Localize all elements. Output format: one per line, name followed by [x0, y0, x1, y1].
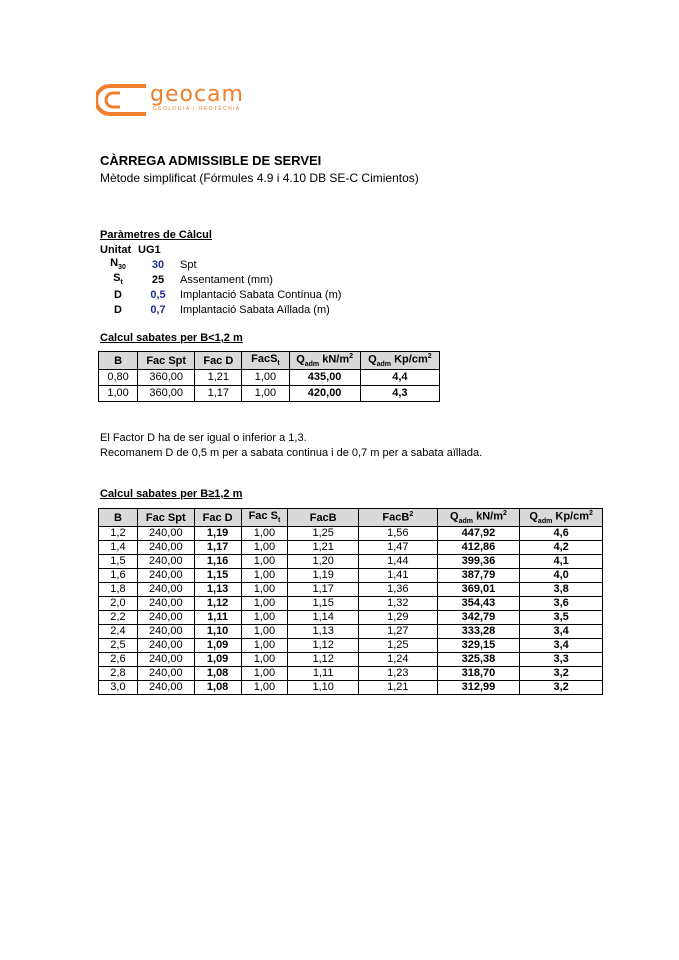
param-symbol: $S_t$ [113, 272, 123, 287]
company-logo [96, 84, 276, 118]
table-cell: 3,2 [520, 681, 603, 695]
table2 [98, 508, 603, 695]
table-cell: 1,4 [99, 541, 138, 555]
param-row [100, 272, 341, 287]
table1-heading: Calcul sabates per B<1,2 m [100, 332, 243, 344]
table-cell: 1,14 [288, 611, 359, 625]
param-desc: Assentament (mm) [180, 273, 273, 286]
param-value: 0,5 [150, 288, 166, 301]
table-cell: 240,00 [137, 639, 194, 653]
table-row [99, 386, 440, 402]
logo-mark-icon [96, 84, 148, 116]
table-cell: 240,00 [137, 583, 194, 597]
table-cell: 1,00 [241, 597, 288, 611]
table-cell: 1,10 [288, 681, 359, 695]
table-cell: 360,00 [138, 370, 195, 386]
col-fac-spt: Fac Spt [138, 352, 195, 370]
table-cell: 1,6 [99, 569, 138, 583]
col-fac-d: Fac D [195, 352, 242, 370]
table-cell: 1,27 [359, 625, 438, 639]
page-title: CÀRREGA ADMISSIBLE DE SERVEI [100, 153, 322, 168]
table-cell: 240,00 [137, 597, 194, 611]
table-cell: 1,00 [99, 386, 138, 402]
logo-tagline: GEOLOGIA | GEOTÈCNIA [153, 106, 241, 112]
table-cell: 3,8 [520, 583, 603, 597]
table-cell: 1,17 [288, 583, 359, 597]
table-cell: 435,00 [289, 370, 360, 386]
table-cell: 4,1 [520, 555, 603, 569]
table-cell: 1,15 [288, 597, 359, 611]
table-cell: 447,92 [437, 527, 520, 541]
table-cell: 412,86 [437, 541, 520, 555]
table-cell: 399,36 [437, 555, 520, 569]
table-cell: 3,3 [520, 653, 603, 667]
table1 [98, 351, 440, 402]
param-row [100, 287, 341, 302]
col-qadm-kn: $Q_{adm}$ $kN/m^2$ [289, 352, 360, 370]
table-cell: 1,23 [359, 667, 438, 681]
param-desc: Implantació Sabata Aïllada (m) [180, 303, 330, 316]
table-cell: 1,09 [194, 653, 241, 667]
table-cell: 1,21 [359, 681, 438, 695]
table-cell: 329,15 [437, 639, 520, 653]
table-cell: 1,00 [241, 625, 288, 639]
col-b: B [99, 352, 138, 370]
table-cell: 1,11 [288, 667, 359, 681]
table-cell: 1,00 [241, 583, 288, 597]
params-unit-row [100, 242, 341, 257]
params-heading: Paràmetres de Càlcul [100, 229, 212, 241]
table-cell: 1,21 [195, 370, 242, 386]
note-line: Recomanem D de 0,5 m per a sabata continua i de 0,7 m per a sabata aïllada. [100, 447, 483, 459]
table-cell: 1,12 [288, 653, 359, 667]
unit-value: UG1 [138, 243, 161, 256]
table-cell: 1,41 [359, 569, 438, 583]
table-cell: 240,00 [137, 541, 194, 555]
table-cell: 2,6 [99, 653, 138, 667]
table-cell: 1,08 [194, 667, 241, 681]
table-cell: 318,70 [437, 667, 520, 681]
table-cell: 1,32 [359, 597, 438, 611]
table-cell: 1,20 [288, 555, 359, 569]
table1-header-row [99, 352, 440, 370]
table-cell: 1,00 [241, 653, 288, 667]
table-cell: 4,4 [360, 370, 439, 386]
table-cell: 2,0 [99, 597, 138, 611]
col-fac-s: Fac $S_t$ [241, 509, 288, 527]
table-cell: 420,00 [289, 386, 360, 402]
table-cell: 1,12 [288, 639, 359, 653]
param-row [100, 302, 341, 317]
table-cell: 3,6 [520, 597, 603, 611]
table-cell: 4,2 [520, 541, 603, 555]
table-cell: 3,5 [520, 611, 603, 625]
table-cell: 354,43 [437, 597, 520, 611]
table-cell: 1,17 [194, 541, 241, 555]
table-cell: 1,19 [288, 569, 359, 583]
table-cell: 1,11 [194, 611, 241, 625]
col-facs: FacS$_t$ [242, 352, 289, 370]
table-cell: 1,8 [99, 583, 138, 597]
table-cell: 240,00 [137, 653, 194, 667]
table-row [99, 653, 603, 667]
table-cell: 1,25 [359, 639, 438, 653]
table-cell: 1,21 [288, 541, 359, 555]
table-cell: 312,99 [437, 681, 520, 695]
table-cell: 1,00 [242, 386, 289, 402]
table-cell: 387,79 [437, 569, 520, 583]
table-row [99, 681, 603, 695]
col-qadm-kp: $Q_{adm}$ $Kp/cm^2$ [520, 509, 603, 527]
params-table [100, 242, 341, 317]
note [100, 431, 482, 461]
table-cell: 240,00 [137, 667, 194, 681]
table-cell: 1,00 [241, 555, 288, 569]
table-cell: 1,2 [99, 527, 138, 541]
table-row [99, 625, 603, 639]
table-cell: 3,4 [520, 625, 603, 639]
table-cell: 3,2 [520, 667, 603, 681]
note-line: El Factor D ha de ser igual o inferior a 1,3. [100, 432, 307, 444]
table-cell: 333,28 [437, 625, 520, 639]
param-value: 25 [151, 273, 165, 286]
table-row [99, 597, 603, 611]
table-row [99, 667, 603, 681]
table-cell: 3,0 [99, 681, 138, 695]
page-subtitle: Mètode simplificat (Fórmules 4.9 i 4.10 DB SE-C Cimientos) [100, 171, 419, 185]
table-cell: 1,00 [241, 611, 288, 625]
table-cell: 1,24 [359, 653, 438, 667]
table-cell: 4,0 [520, 569, 603, 583]
param-row [100, 257, 341, 272]
table-cell: 4,3 [360, 386, 439, 402]
table-cell: 1,16 [194, 555, 241, 569]
table-cell: 1,09 [194, 639, 241, 653]
table-cell: 240,00 [137, 527, 194, 541]
table-cell: 2,2 [99, 611, 138, 625]
table-cell: 240,00 [137, 569, 194, 583]
table2-header-row [99, 509, 603, 527]
table-cell: 1,17 [195, 386, 242, 402]
col-fac-spt: Fac Spt [137, 509, 194, 527]
table-cell: 1,00 [241, 569, 288, 583]
col-facb: FacB [288, 509, 359, 527]
table-cell: 240,00 [137, 625, 194, 639]
table-cell: 0,80 [99, 370, 138, 386]
table-cell: 1,08 [194, 681, 241, 695]
col-qadm-kn: $Q_{adm}$ $kN/m^2$ [437, 509, 520, 527]
table-cell: 1,10 [194, 625, 241, 639]
param-value: 0,7 [150, 303, 166, 316]
param-symbol: D [114, 288, 122, 301]
table-cell: 3,4 [520, 639, 603, 653]
col-qadm-kp: $Q_{adm}$ $Kp/cm^2$ [360, 352, 439, 370]
table-cell: 1,00 [241, 667, 288, 681]
param-desc: Spt [180, 258, 197, 271]
table-cell: 1,29 [359, 611, 438, 625]
table-cell: 240,00 [137, 611, 194, 625]
unit-label: Unitat [100, 243, 132, 256]
table-row [99, 569, 603, 583]
table-row [99, 583, 603, 597]
table-row [99, 541, 603, 555]
col-b: B [99, 509, 138, 527]
table-cell: 342,79 [437, 611, 520, 625]
col-facb2: FacB$^2$ [359, 509, 438, 527]
table-cell: 1,13 [288, 625, 359, 639]
table-cell: 1,00 [241, 527, 288, 541]
table-cell: 240,00 [137, 555, 194, 569]
table-cell: 369,01 [437, 583, 520, 597]
table-cell: 360,00 [138, 386, 195, 402]
param-value: 30 [151, 258, 165, 271]
table-cell: 325,38 [437, 653, 520, 667]
table-cell: 1,44 [359, 555, 438, 569]
logo-wordmark: geocam [150, 82, 244, 107]
table2-heading: Calcul sabates per B≥1,2 m [100, 488, 243, 500]
table-cell: 1,12 [194, 597, 241, 611]
table-row [99, 611, 603, 625]
table-row [99, 527, 603, 541]
table-cell: 1,00 [241, 639, 288, 653]
table-cell: 1,25 [288, 527, 359, 541]
table-cell: 240,00 [137, 681, 194, 695]
table-row [99, 370, 440, 386]
table-row [99, 555, 603, 569]
param-symbol: D [114, 303, 122, 316]
param-symbol: $N_{30}$ [110, 257, 126, 272]
table-row [99, 639, 603, 653]
table-cell: 2,5 [99, 639, 138, 653]
table-cell: 2,4 [99, 625, 138, 639]
table-cell: 1,36 [359, 583, 438, 597]
table-cell: 1,47 [359, 541, 438, 555]
table-cell: 1,00 [241, 681, 288, 695]
table-cell: 1,13 [194, 583, 241, 597]
table-cell: 1,15 [194, 569, 241, 583]
table-cell: 1,00 [242, 370, 289, 386]
param-desc: Implantació Sabata Contínua (m) [180, 288, 342, 301]
table-cell: 1,56 [359, 527, 438, 541]
table-cell: 4,6 [520, 527, 603, 541]
table-cell: 1,19 [194, 527, 241, 541]
table-cell: 2,8 [99, 667, 138, 681]
table-cell: 1,5 [99, 555, 138, 569]
col-fac-d: Fac D [194, 509, 241, 527]
table-cell: 1,00 [241, 541, 288, 555]
